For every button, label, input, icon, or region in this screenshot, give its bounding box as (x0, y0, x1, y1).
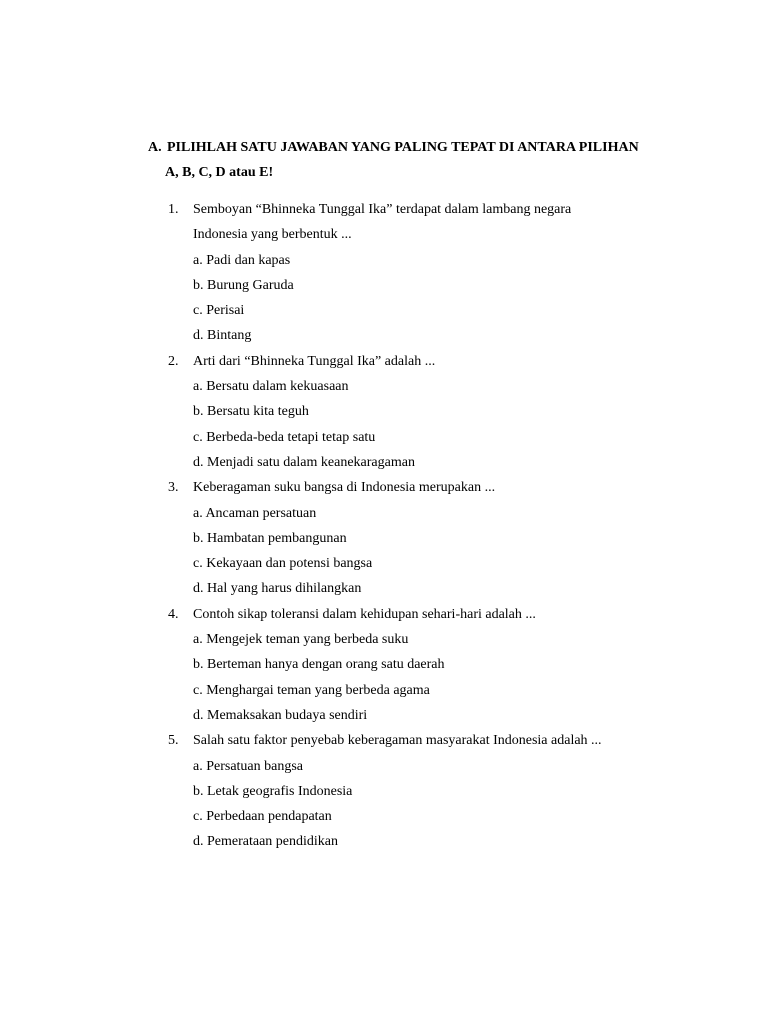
question-number: 5. (168, 733, 179, 749)
question-number: 1. (168, 202, 179, 217)
option-text: d. Pemerataan pendidikan (193, 834, 339, 850)
answer-option-d (0, 450, 768, 475)
answer-option-c (0, 298, 768, 323)
question-text: Semboyan “Bhinneka Tunggal Ika” terdapat dalam lambang negara (193, 202, 572, 217)
answer-option-b (0, 779, 768, 804)
section-title-line2: A, B, C, D atau E! (165, 165, 274, 180)
answer-option-a (0, 627, 768, 652)
question-stem (0, 728, 768, 753)
option-text: c. Menghargai teman yang berbeda agama (193, 682, 430, 698)
option-text: b. Bersatu kita teguh (193, 404, 309, 420)
option-text: b. Burung Garuda (193, 277, 294, 293)
question-3 (0, 475, 768, 601)
question-text: Salah satu faktor penyebab keberagaman masyarakat Indonesia adalah ... (193, 733, 602, 749)
option-text: c. Kekayaan dan potensi bangsa (193, 556, 373, 572)
answer-option-b (0, 273, 768, 298)
answer-option-d (0, 323, 768, 348)
answer-option-c (0, 804, 768, 829)
question-stem-continued (0, 222, 768, 247)
option-text: c. Perisai (193, 303, 245, 319)
answer-option-c (0, 425, 768, 450)
option-text: a. Ancaman persatuan (193, 505, 317, 521)
answer-option-b (0, 526, 768, 551)
option-text: b. Berteman hanya dengan orang satu daerah (193, 657, 445, 673)
option-text: a. Bersatu dalam kekuasaan (193, 379, 349, 395)
option-text: d. Memaksakan budaya sendiri (193, 707, 368, 723)
question-number: 3. (168, 480, 179, 496)
question-number: 4. (168, 606, 179, 622)
section-heading (148, 135, 708, 185)
option-text: a. Padi dan kapas (193, 252, 291, 268)
question-1 (0, 197, 768, 349)
option-text: c. Perbedaan pendapatan (193, 809, 332, 825)
question-text: Arti dari “Bhinneka Tunggal Ika” adalah ... (193, 353, 436, 369)
answer-option-a (0, 754, 768, 779)
question-text: Keberagaman suku bangsa di Indonesia merupakan ... (193, 480, 496, 496)
option-text: b. Hambatan pembangunan (193, 530, 347, 546)
option-text: a. Mengejek teman yang berbeda suku (193, 632, 409, 648)
answer-option-d (0, 829, 768, 854)
option-text: d. Hal yang harus dihilangkan (193, 581, 362, 597)
option-text: d. Menjadi satu dalam keanekaragaman (193, 454, 415, 470)
answer-option-a (0, 501, 768, 526)
option-text: d. Bintang (193, 328, 252, 344)
question-5 (0, 728, 768, 854)
option-text: a. Persatuan bangsa (193, 758, 304, 774)
question-stem (0, 197, 768, 222)
question-text-line2: Indonesia yang berbentuk ... (193, 227, 352, 243)
question-number: 2. (168, 353, 179, 369)
answer-option-d (0, 576, 768, 601)
answer-option-b (0, 652, 768, 677)
question-stem (0, 602, 768, 627)
answer-option-d (0, 703, 768, 728)
answer-option-c (0, 678, 768, 703)
option-text: c. Berbeda-beda tetapi tetap satu (193, 429, 376, 445)
question-stem (0, 475, 768, 500)
answer-option-b (0, 399, 768, 424)
question-stem (0, 349, 768, 374)
question-2 (0, 349, 768, 475)
answer-option-c (0, 551, 768, 576)
answer-option-a (0, 374, 768, 399)
question-text: Contoh sikap toleransi dalam kehidupan sehari-hari adalah ... (193, 606, 536, 622)
option-text: b. Letak geografis Indonesia (193, 783, 353, 799)
section-title-line1: PILIHLAH SATU JAWABAN YANG PALING TEPAT DI ANTARA PILIHAN (167, 140, 639, 155)
question-list (0, 197, 768, 855)
section-marker: A. (148, 140, 162, 155)
answer-option-a (0, 248, 768, 273)
question-4 (0, 602, 768, 728)
